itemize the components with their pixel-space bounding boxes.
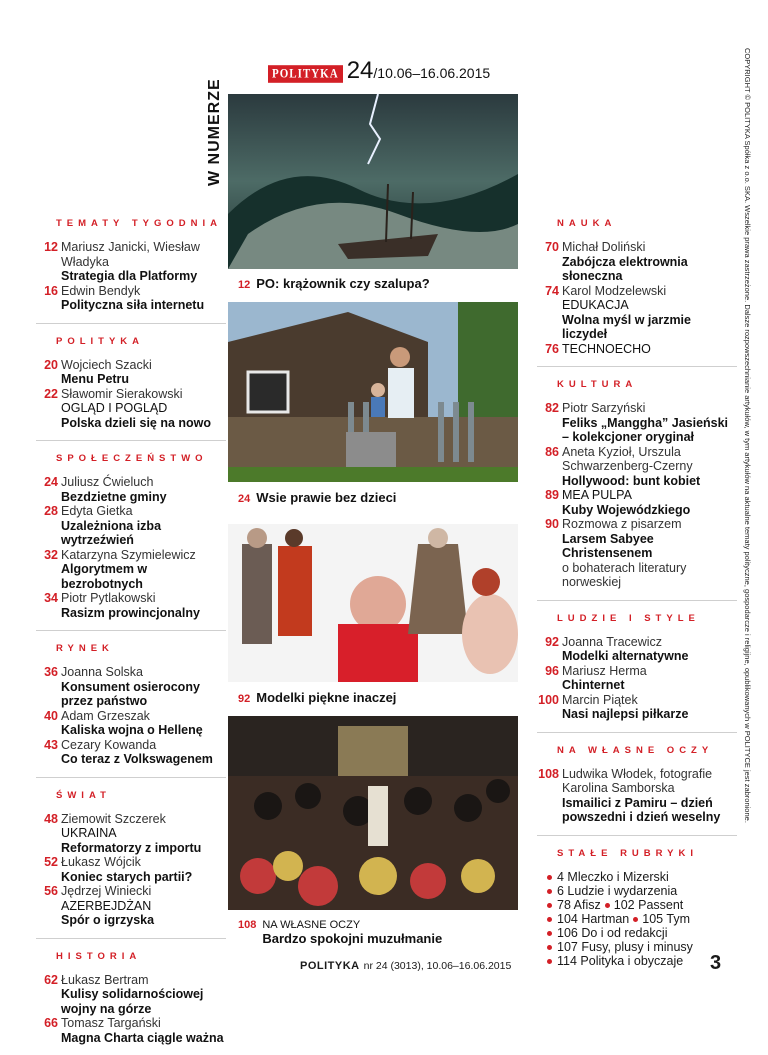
entry-department: MEA PULPA: [562, 488, 632, 502]
page-ref: 28: [44, 504, 58, 518]
entry-title: Nasi najlepsi piłkarze: [562, 707, 689, 721]
entry-department: UKRAINA: [61, 826, 117, 840]
toc-section: [537, 377, 737, 590]
page-ref: 40: [44, 708, 58, 723]
rubric-label: 104 Hartman: [557, 911, 630, 926]
entry-author: Wojciech Szacki: [61, 357, 152, 372]
section-divider: [36, 323, 226, 324]
page-ref: 90: [545, 517, 559, 531]
toc-entry[interactable]: [537, 488, 737, 517]
rubric-label: 78 Afisz: [557, 897, 601, 912]
page-ref: 20: [44, 357, 58, 372]
toc-entry[interactable]: [36, 284, 226, 313]
rubric-label: 106 Do i od redakcji: [557, 925, 668, 940]
caption-page: 108: [238, 919, 257, 931]
caption-page: 12: [238, 279, 251, 291]
entry-title: Konsument osierocony przez państwo: [61, 679, 200, 708]
section-heading: HISTORIA: [56, 950, 142, 962]
entry-author: Tomasz Targański: [61, 1016, 161, 1030]
toc-entry[interactable]: [537, 664, 737, 693]
bullet-icon: [605, 903, 610, 908]
page-number: 3: [710, 952, 722, 974]
section-divider: [36, 777, 226, 778]
entry-title: Algorytmem w bezrobotnych: [61, 562, 148, 591]
page-ref: 86: [545, 444, 559, 459]
toc-entry[interactable]: [537, 693, 737, 722]
entry-author: Rozmowa z pisarzem: [562, 517, 682, 531]
section-heading: TEMATY TYGODNIA: [56, 218, 222, 229]
entry-author: Łukasz Bertram: [61, 972, 149, 987]
toc-section: [537, 743, 737, 825]
section-divider: [537, 835, 737, 836]
caption-page: 92: [238, 693, 251, 705]
toc-entry[interactable]: [537, 635, 737, 664]
caption-page: 24: [238, 493, 251, 505]
entry-author: Edwin Bendyk: [61, 283, 141, 298]
entry-title: Larsem Sabyee Christensenem: [562, 531, 654, 560]
masthead: [268, 57, 491, 84]
caption-politics: [238, 276, 430, 291]
entry-author: Mariusz Janicki, Wiesław Władyka: [61, 240, 200, 269]
entry-author: Mariusz Herma: [562, 663, 647, 678]
toc-entry[interactable]: [36, 709, 226, 738]
models-photo: [228, 524, 518, 682]
rubric-item[interactable]: [549, 940, 737, 954]
page-ref: 48: [44, 811, 58, 826]
caption-title: Wsie prawie bez dzieci: [256, 490, 397, 505]
page-ref: 96: [545, 663, 559, 678]
entry-author: Karol Modzelewski: [562, 283, 667, 298]
section-divider: [36, 630, 226, 631]
rubric-label: 102 Passent: [613, 897, 684, 912]
entry-author: Cezary Kowanda: [61, 737, 157, 752]
caption-title: PO: krążownik czy szalupa?: [256, 276, 430, 291]
section-divider: [537, 366, 737, 367]
left-toc-column: [36, 216, 226, 1055]
toc-entry[interactable]: [36, 855, 226, 884]
section-heading: STAŁE RUBRYKI: [557, 847, 698, 859]
entry-title: Uzależniona izba wytrzeźwień: [61, 518, 162, 547]
toc-entry[interactable]: [537, 284, 737, 342]
page-ref: 32: [44, 547, 58, 562]
page-ref: 92: [545, 634, 559, 649]
rubric-item[interactable]: [549, 926, 737, 940]
toc-entry[interactable]: [537, 401, 737, 445]
entry-author: Ziemowit Szczerek: [61, 811, 166, 826]
entry-title: Kuby Wojewódzkiego: [562, 502, 691, 517]
toc-section: [36, 949, 226, 1046]
copyright-notice: COPYRIGHT © POLITYKA Spółka z o.o. SKA. Wszelkie prawa zastrzeżone. Dalsze rozpowszechnianie artykułów, w tym artykułów na aktualne tematy polityczne, gospodarcze i religijne, opublikowanych w POLITYCE jest zabronione.: [743, 48, 752, 823]
entry-author: Edyta Gietka: [61, 504, 133, 518]
entry-title: Hollywood: bunt kobiet: [562, 473, 701, 488]
caption-text: [262, 916, 442, 946]
entry-author: Marcin Piątek: [562, 692, 638, 707]
bullet-icon: [547, 917, 552, 922]
caption-own-eyes: [238, 916, 442, 946]
bullet-icon: [547, 889, 552, 894]
entry-title: Reformatorzy z importu: [61, 840, 202, 855]
entry-title: Co teraz z Volkswagenem: [61, 752, 213, 766]
bullet-icon: [547, 945, 552, 950]
toc-entry[interactable]: [537, 517, 737, 590]
entry-author: Juliusz Ćwieluch: [61, 475, 154, 489]
toc-entry[interactable]: [36, 1016, 226, 1045]
page-ref: 16: [44, 283, 58, 298]
footer: [300, 960, 511, 972]
toc-section: [36, 788, 226, 928]
toc-entry[interactable]: [36, 387, 226, 431]
toc-entry[interactable]: [537, 240, 737, 284]
page-ref: 62: [44, 972, 58, 987]
section-heading: RYNEK: [56, 643, 114, 654]
entry-author: Piotr Pytlakowski: [61, 591, 156, 605]
entry-title: Modelki alternatywne: [562, 649, 689, 663]
section-heading: KULTURA: [557, 379, 638, 390]
entry-title: Kaliska wojna o Hellenę: [61, 723, 203, 737]
rubric-label: 4 Mleczko i Mizerski: [557, 869, 669, 884]
caption-society: [238, 490, 396, 505]
entry-author: Sławomir Sierakowski: [61, 386, 183, 401]
entry-title: Rasizm prowincjonalny: [61, 605, 200, 620]
page-ref: 82: [545, 401, 559, 415]
page-ref: 12: [44, 240, 58, 254]
rubric-item[interactable]: [549, 912, 737, 926]
entry-department: AZERBEJDŻAN: [61, 898, 152, 913]
entry-title: Polska dzieli się na nowo: [61, 415, 212, 430]
wedding-crowd-photo: [228, 716, 518, 910]
caption-title: Modelki piękne inaczej: [256, 690, 397, 705]
section-heading: ŚWIAT: [56, 789, 111, 801]
page-ref: 34: [44, 591, 58, 605]
entry-title: Magna Charta ciągle ważna: [61, 1030, 224, 1045]
toc-section: [537, 216, 737, 356]
entry-title: Wolna myśl w jarzmie liczydeł: [562, 312, 691, 341]
toc-entry[interactable]: [36, 504, 226, 548]
entry-title: Bezdzietne gminy: [61, 489, 167, 504]
section-divider: [537, 600, 737, 601]
toc-section: [36, 641, 226, 767]
toc-entry[interactable]: [36, 475, 226, 504]
toc-entry[interactable]: [36, 548, 226, 592]
entry-author: Michał Doliński: [562, 240, 646, 254]
page-ref: 43: [44, 737, 58, 752]
toc-section: [36, 451, 226, 620]
entry-title: Koniec starych partii?: [61, 869, 193, 884]
entry-author: Joanna Tracewicz: [562, 634, 663, 649]
page-ref: 70: [545, 240, 559, 254]
toc-entry[interactable]: [36, 884, 226, 928]
entry-title: Zabójcza elektrownia słoneczna: [562, 254, 688, 283]
section-title-vertical: W NUMERZE: [206, 78, 223, 186]
toc-entry[interactable]: [36, 591, 226, 620]
page-ref: 22: [44, 386, 58, 401]
entry-department: TECHNOECHO: [562, 341, 651, 356]
entry-title: Spór o igrzyska: [61, 913, 155, 927]
page-ref: 36: [44, 665, 58, 679]
rubric-label: 114 Polityka i obyczaje: [557, 953, 684, 968]
rubric-item[interactable]: [549, 954, 737, 968]
entry-author: Ludwika Włodek, fotografie Karolina Samborska: [562, 766, 713, 795]
toc-section: [537, 846, 737, 968]
issue-number: 24: [346, 57, 374, 84]
rubric-label: 107 Fusy, plusy i minusy: [557, 939, 693, 954]
entry-author: Jędrzej Winiecki: [61, 884, 152, 898]
caption-title: Bardzo spokojni muzułmanie: [262, 931, 443, 946]
bullet-icon: [633, 917, 638, 922]
entry-title: Menu Petru: [61, 372, 130, 386]
entry-department: OGLĄD I POGLĄD: [61, 401, 168, 415]
entry-author: Łukasz Wójcik: [61, 855, 141, 869]
footer-issue: nr 24 (3013), 10.06–16.06.2015: [363, 960, 512, 972]
entry-note: o bohaterach literatury norweskiej: [562, 560, 687, 589]
section-heading: SPOŁECZEŃSTWO: [56, 453, 208, 464]
village-family-photo: [228, 302, 518, 482]
entry-title: Ismailici z Pamiru – dzień powszedni i dzień weselny: [562, 795, 721, 824]
entry-author: Katarzyna Szymielewicz: [61, 547, 196, 562]
page-ref: 24: [44, 475, 58, 489]
page-ref: 100: [538, 692, 559, 707]
entry-author: Piotr Sarzyński: [562, 401, 646, 415]
entry-author: Aneta Kyzioł, Urszula Schwarzenberg-Czerny: [562, 444, 693, 473]
bullet-icon: [547, 931, 552, 936]
page-ref: 89: [545, 488, 559, 502]
caption-style: [238, 690, 396, 705]
toc-entry[interactable]: [537, 342, 737, 357]
entry-author: Adam Grzeszak: [61, 708, 150, 723]
toc-entry[interactable]: [36, 358, 226, 387]
entry-title: Strategia dla Platformy: [61, 269, 198, 283]
section-heading: LUDZIE I STYLE: [557, 612, 700, 624]
section-divider: [36, 440, 226, 441]
toc-entry[interactable]: [36, 665, 226, 709]
entry-title: Kulisy solidarnościowej wojny na górze: [61, 987, 204, 1016]
right-toc-column: [537, 216, 737, 978]
bullet-icon: [547, 903, 552, 908]
section-divider: [537, 732, 737, 733]
caption-kicker: NA WŁASNE OCZY: [262, 919, 361, 931]
entry-title: Feliks „Manggha” Jasieński – kolekcjoner oryginał: [562, 415, 729, 444]
section-heading: NA WŁASNE OCZY: [557, 744, 714, 756]
rubric-label: 6 Ludzie i wydarzenia: [557, 883, 678, 898]
entry-title: Polityczna siła internetu: [61, 298, 205, 312]
rubric-item[interactable]: [549, 898, 737, 912]
toc-entry[interactable]: [537, 767, 737, 825]
toc-entry[interactable]: [36, 812, 226, 856]
footer-logo: POLITYKA: [300, 960, 360, 972]
bullet-icon: [547, 875, 552, 880]
toc-entry[interactable]: [537, 445, 737, 489]
polityka-logo: POLITYKA: [268, 65, 343, 83]
issue-dates: /10.06–16.06.2015: [373, 65, 491, 81]
page-ref: 56: [44, 884, 58, 898]
entry-department: EDUKACJA: [562, 298, 629, 312]
section-divider: [36, 938, 226, 939]
entry-title: Chinternet: [562, 678, 625, 692]
rubric-item[interactable]: [549, 870, 737, 884]
storm-ship-photo: [228, 94, 518, 269]
toc-entry[interactable]: [36, 738, 226, 767]
toc-section: [36, 334, 226, 431]
page-ref: 108: [538, 766, 559, 781]
toc-section: [36, 216, 226, 313]
toc-entry[interactable]: [36, 240, 226, 284]
rubric-label: 105 Tym: [642, 911, 690, 926]
toc-section: [537, 611, 737, 722]
page-ref: 66: [44, 1016, 58, 1030]
bullet-icon: [547, 959, 552, 964]
entry-author: Joanna Solska: [61, 665, 144, 679]
toc-entry[interactable]: [36, 973, 226, 1017]
section-heading: NAUKA: [557, 218, 617, 229]
page-ref: 76: [545, 341, 559, 356]
page-ref: 74: [545, 283, 559, 298]
page-ref: 52: [44, 855, 58, 869]
section-heading: POLITYKA: [56, 335, 145, 347]
rubric-item[interactable]: [549, 884, 737, 898]
rubrics-list: [537, 870, 737, 968]
